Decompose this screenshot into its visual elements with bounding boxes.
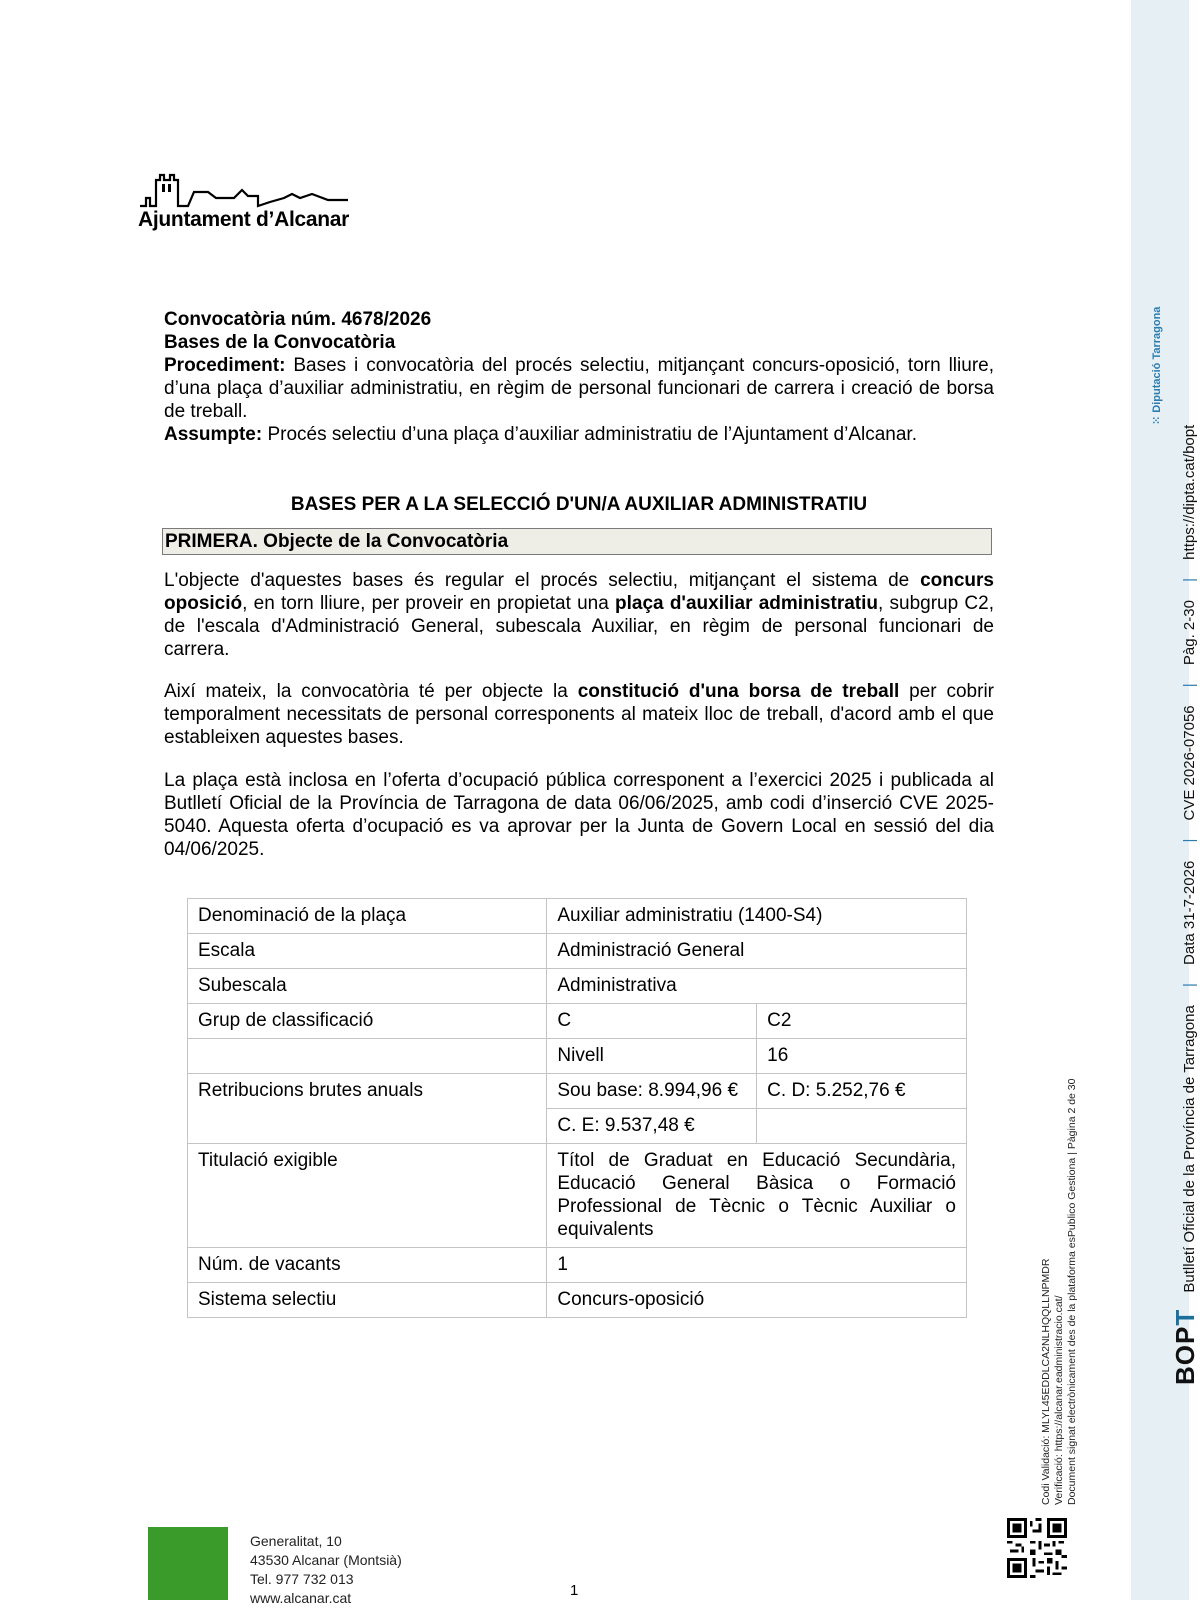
table-cell: Concurs-oposició [547, 1283, 967, 1318]
validation-signature: Document signat electrònicament des de la plataforma esPublico Gestiona | Pàgina 2 de 30 [1066, 1078, 1078, 1505]
separator: | [1181, 983, 1198, 988]
table-cell: Nivell [547, 1039, 757, 1074]
assumpte: Assumpte: Procés selectiu d’una plaça d’auxiliar administratiu de l’Ajuntament d’Alcanar. [164, 424, 917, 445]
table-row [188, 1144, 967, 1248]
skyline-icon [138, 170, 358, 210]
table-row [188, 1074, 967, 1109]
address-city: 43530 Alcanar (Montsià) [250, 1552, 402, 1568]
separator: | [1181, 838, 1198, 843]
footer-address [250, 1532, 402, 1608]
table-cell: C2 [757, 1004, 967, 1039]
table-cell: Núm. de vacants [188, 1248, 547, 1283]
table-cell: Administració General [547, 934, 967, 969]
diputacio-label: Diputació Tarragona [1151, 306, 1163, 413]
validation-text [1040, 1079, 1079, 1505]
table-row [188, 1004, 967, 1039]
logo-text: Ajuntament d’Alcanar [138, 208, 350, 231]
address-street: Generalitat, 10 [250, 1533, 342, 1549]
address-web[interactable]: www.alcanar.cat [250, 1590, 352, 1606]
footer-green-block [148, 1527, 228, 1600]
bopt-page: Pàg. 2-30 [1181, 600, 1198, 666]
table-cell [188, 1039, 547, 1074]
table-cell: Auxiliar administratiu (1400-S4) [547, 899, 967, 934]
separator: | [1181, 683, 1198, 688]
table-cell: C [547, 1004, 757, 1039]
table-cell: Administrativa [547, 969, 967, 1004]
bopt-url[interactable]: https://dipta.cat/bopt [1181, 424, 1198, 560]
bopt-vertical-text [1170, 425, 1200, 1385]
bopt-logo: BOPT [1170, 1308, 1200, 1385]
table-row [188, 969, 967, 1004]
table-row [188, 934, 967, 969]
validation-code: Codi Validació: MLYL45EDDLCA2NLHQQLLNPMDR [1040, 1258, 1052, 1505]
procediment: Procediment: Bases i convocatòria del procés selectiu, mitjançant concurs-oposició, torn lliure, d’una plaça d’auxiliar administratiu, en règim de personal funcionari de carrera i creació de borsa de treball. [164, 355, 994, 422]
table-row [188, 1039, 967, 1074]
plaza-info-table [187, 898, 967, 1318]
document-header [164, 308, 994, 446]
qr-code-icon [1007, 1518, 1067, 1578]
table-cell [757, 1109, 967, 1144]
section-heading: PRIMERA. Objecte de la Convocatòria [162, 528, 992, 555]
bopt-cve: CVE 2026-07056 [1181, 705, 1198, 821]
bopt-title: Butlletí Oficial de la Província de Tarragona [1181, 1005, 1198, 1293]
table-cell: Retribucions brutes anuals [188, 1074, 547, 1144]
table-cell: Grup de classificació [188, 1004, 547, 1039]
ajuntament-logo [138, 170, 378, 232]
diputacio-logo [1150, 307, 1163, 425]
table-row [188, 1283, 967, 1318]
table-cell: C. D: 5.252,76 € [757, 1074, 967, 1109]
table-cell: 1 [547, 1248, 967, 1283]
table-cell: Títol de Graduat en Educació Secundària, Educació General Bàsica o Formació Professional de Tècnic o Tècnic Auxiliar o equivalents [547, 1144, 967, 1248]
address-phone: Tel. 977 732 013 [250, 1571, 354, 1587]
table-cell: C. E: 9.537,48 € [547, 1109, 757, 1144]
table-cell: 16 [757, 1039, 967, 1074]
main-title: BASES PER A LA SELECCIÓ D'UN/A AUXILIAR ADMINISTRATIU [290, 494, 868, 515]
validation-url[interactable]: Verificació: https://alcanar.eadministracio.cat/ [1053, 1295, 1065, 1505]
bases-title: Bases de la Convocatòria [164, 332, 396, 353]
table-cell: Escala [188, 934, 547, 969]
paragraph-borsa: Així mateix, la convocatòria té per objecte la constitució d'una borsa de treball per cobrir temporalment necessitats de personal corresponents al mateix lloc de treball, d'acord amb el que estableixen aquestes bases. [164, 681, 995, 748]
separator: | [1181, 577, 1198, 582]
diputacio-icon: ⁙ [1151, 415, 1163, 425]
bopt-date: Data 31-7-2026 [1181, 860, 1198, 965]
table-cell: Titulació exigible [188, 1144, 547, 1248]
page-number: 1 [570, 1582, 579, 1599]
paragraph-objecte: L'objecte d'aquestes bases és regular el procés selectiu, mitjançant el sistema de concurs oposició, en torn lliure, per proveir en propietat una plaça d'auxiliar administratiu, subgrup C2, de l'escala d'Administració General, subescala Auxiliar, en règim de personal funcionari de carrera. [164, 570, 994, 660]
table-row [188, 899, 967, 934]
convocatoria-number: Convocatòria núm. 4678/2026 [164, 309, 432, 330]
paragraph-oferta: La plaça està inclosa en l’oferta d’ocupació pública corresponent a l’exercici 2025 i publicada al Butlletí Oficial de la Província de Tarragona de data 06/06/2025, amb codi d’inserció CVE 2025-5040. Aquesta oferta d’ocupació es va aprovar per la Junta de Govern Local en sessió del dia 04/06/2025. [164, 770, 994, 860]
table-row [188, 1248, 967, 1283]
table-cell: Subescala [188, 969, 547, 1004]
table-cell: Sou base: 8.994,96 € [547, 1074, 757, 1109]
table-cell: Sistema selectiu [188, 1283, 547, 1318]
table-cell: Denominació de la plaça [188, 899, 547, 934]
